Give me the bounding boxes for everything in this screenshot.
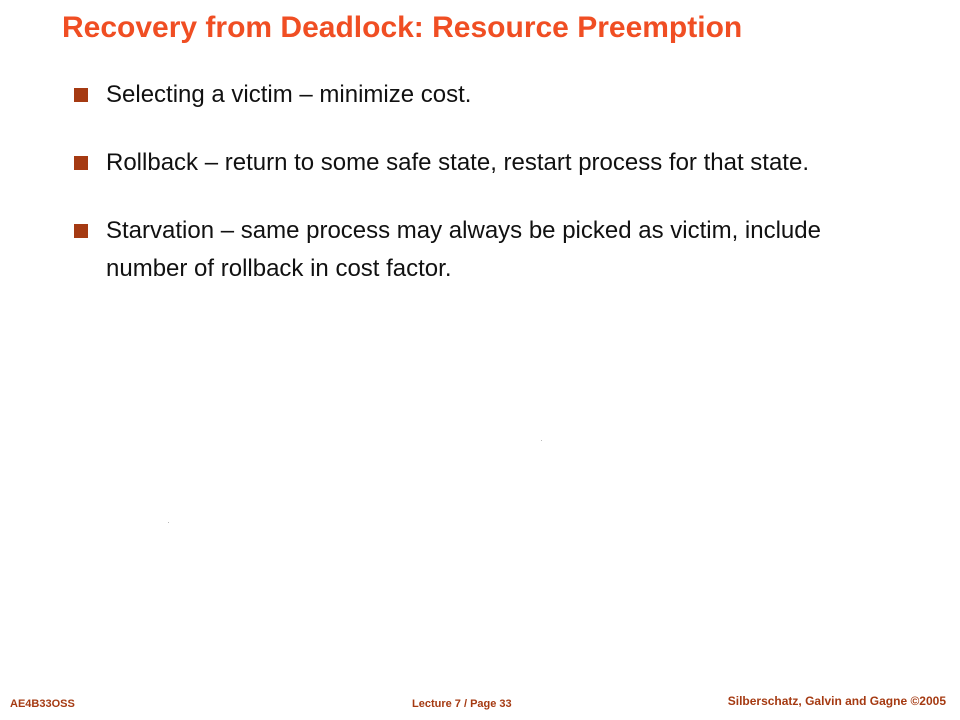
speck-artifact	[168, 522, 169, 523]
square-bullet-icon	[74, 88, 88, 102]
bullet-list	[74, 76, 894, 288]
bullet-text: Selecting a victim – minimize cost.	[106, 81, 472, 108]
bullet-text: Rollback – return to some safe state, restart process for that state.	[106, 149, 809, 176]
bullet-item-victim-selection	[74, 76, 894, 114]
bullet-item-rollback	[74, 144, 894, 182]
bullet-text: Starvation – same process may always be picked as victim, include number of rollback in cost factor.	[106, 217, 821, 282]
square-bullet-icon	[74, 224, 88, 238]
footer-copyright: Silberschatz, Galvin and Gagne ©2005	[727, 694, 946, 708]
slide-title: Recovery from Deadlock: Resource Preemption	[62, 11, 743, 44]
speck-artifact	[541, 440, 542, 441]
footer-page-number: Lecture 7 / Page 33	[412, 698, 512, 710]
square-bullet-icon	[74, 156, 88, 170]
bullet-item-starvation	[74, 212, 894, 288]
footer-course-code: AE4B33OSS	[10, 698, 75, 710]
